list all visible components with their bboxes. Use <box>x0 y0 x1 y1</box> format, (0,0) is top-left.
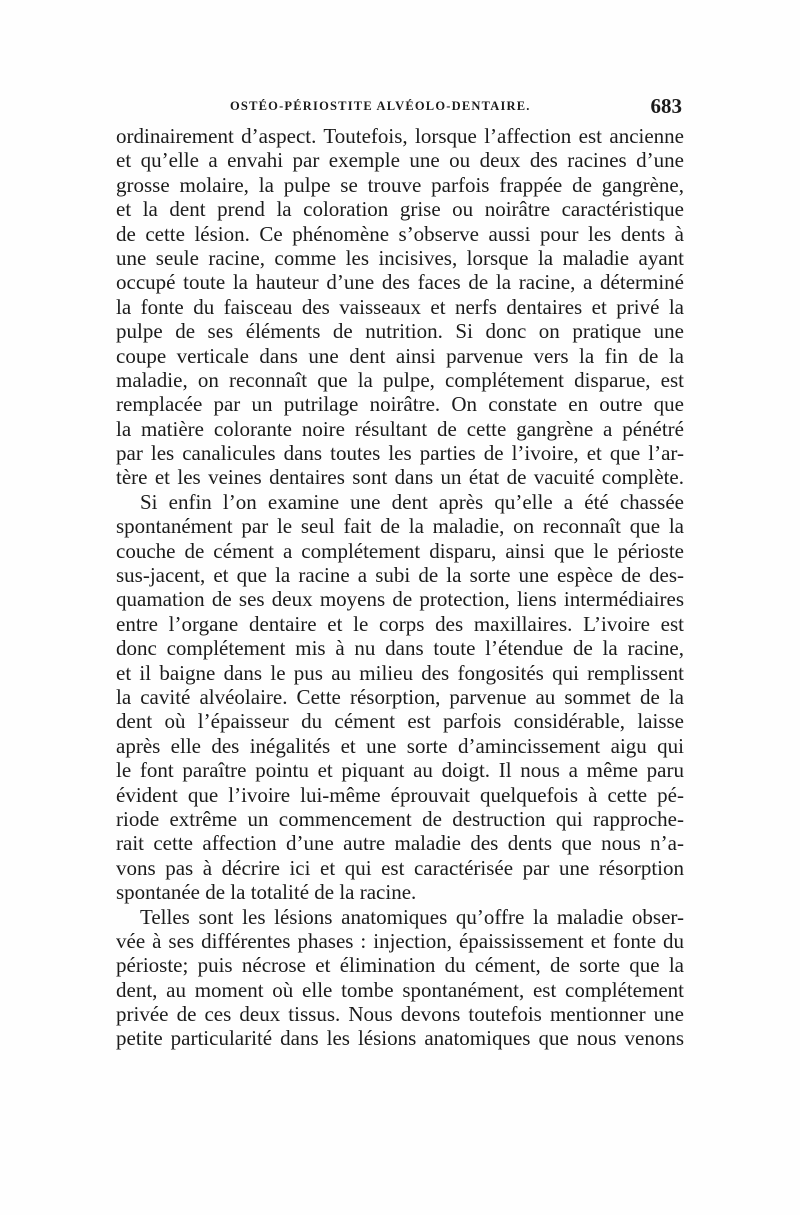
paragraph-1 <box>116 124 684 490</box>
text-line: la matière colorante noire résultant de cette gangrène a pénétré <box>116 416 684 441</box>
text-line: Telles sont les lésions anatomiques qu’offre la maladie obser- <box>140 904 684 929</box>
text-line: ordinairement d’aspect. Toutefois, lorsque l’affection est ancienne <box>116 124 684 148</box>
text-line: de cette lésion. Ce phénomène s’observe aussi pour les dents à <box>116 221 684 246</box>
text-line: sus-jacent, et que la racine a subi de la sorte une espèce de des- <box>116 563 684 588</box>
paragraph-3 <box>116 905 684 1051</box>
text-line: donc complétement mis à nu dans toute l’étendue de la racine, <box>116 636 684 661</box>
text-line: par les canalicules dans toutes les parties de l’ivoire, et que l’ar- <box>116 441 684 466</box>
text-line: et il baigne dans le pus au milieu des fongosités qui remplissent <box>116 660 684 685</box>
text-line: privée de ces deux tissus. Nous devons toutefois mentionner une <box>116 1002 684 1027</box>
body-text <box>116 124 684 1051</box>
text-line: entre l’organe dentaire et le corps des maxillaires. L’ivoire est <box>116 611 684 636</box>
text-line: et qu’elle a envahi par exemple une ou deux des racines d’une <box>116 148 684 173</box>
text-line: couche de cément a complétement disparu, ainsi que le périoste <box>116 538 684 563</box>
text-line: Si enfin l’on examine une dent après qu’elle a été chassée <box>140 489 684 514</box>
text-line: grosse molaire, la pulpe se trouve parfois frappée de gangrène, <box>116 172 684 197</box>
text-line: dent, au moment où elle tombe spontanément, est complétement <box>116 977 684 1002</box>
text-line: et la dent prend la coloration grise ou noirâtre caractéristique <box>116 197 684 222</box>
text-line: périoste; puis nécrose et élimination du cément, de sorte que la <box>116 953 684 978</box>
text-line: occupé toute la hauteur d’une des faces de la racine, a déterminé <box>116 270 684 295</box>
running-title: OSTÉO-PÉRIOSTITE ALVÉOLO-DENTAIRE. <box>230 99 531 113</box>
text-line: dent où l’épaisseur du cément est parfois considérable, laisse <box>116 709 684 734</box>
text-line: remplacée par un putrilage noirâtre. On constate en outre que <box>116 392 684 417</box>
page-number: 683 <box>650 94 682 118</box>
text-line: après elle des inégalités et une sorte d’amincissement aigu qui <box>116 733 684 758</box>
text-line: quamation de ses deux moyens de protection, liens intermédiaires <box>116 587 684 612</box>
text-line: évident que l’ivoire lui-même éprouvait quelquefois à cette pé- <box>116 782 684 807</box>
text-line: la cavité alvéolaire. Cette résorption, parvenue au sommet de la <box>116 684 684 709</box>
text-line: vée à ses différentes phases : injection, épaississement et fonte du <box>116 928 684 953</box>
text-line: vons pas à décrire ici et qui est caractérisée par une résorption <box>116 855 684 880</box>
running-head <box>116 96 684 120</box>
text-line: rait cette affection d’une autre maladie des dents que nous n’a- <box>116 831 684 856</box>
text-line: riode extrême un commencement de destruction qui rapproche- <box>116 806 684 831</box>
text-line: la fonte du faisceau des vaisseaux et nerfs dentaires et privé la <box>116 294 684 319</box>
text-line: petite particularité dans les lésions anatomiques que nous venons <box>116 1026 684 1051</box>
text-line: tère et les veines dentaires sont dans un état de vacuité complète. <box>116 465 684 490</box>
text-line: maladie, on reconnaît que la pulpe, complétement disparue, est <box>116 367 684 392</box>
text-line: coupe verticale dans une dent ainsi parvenue vers la fin de la <box>116 343 684 368</box>
text-line: le font paraître pointu et piquant au doigt. Il nous a même paru <box>116 758 684 783</box>
text-line: spontanément par le seul fait de la maladie, on reconnaît que la <box>116 514 684 539</box>
text-line: une seule racine, comme les incisives, lorsque la maladie ayant <box>116 245 684 270</box>
paragraph-2 <box>116 490 684 905</box>
text-line: spontanée de la totalité de la racine. <box>116 880 417 905</box>
text-line: pulpe de ses éléments de nutrition. Si donc on pratique une <box>116 319 684 344</box>
